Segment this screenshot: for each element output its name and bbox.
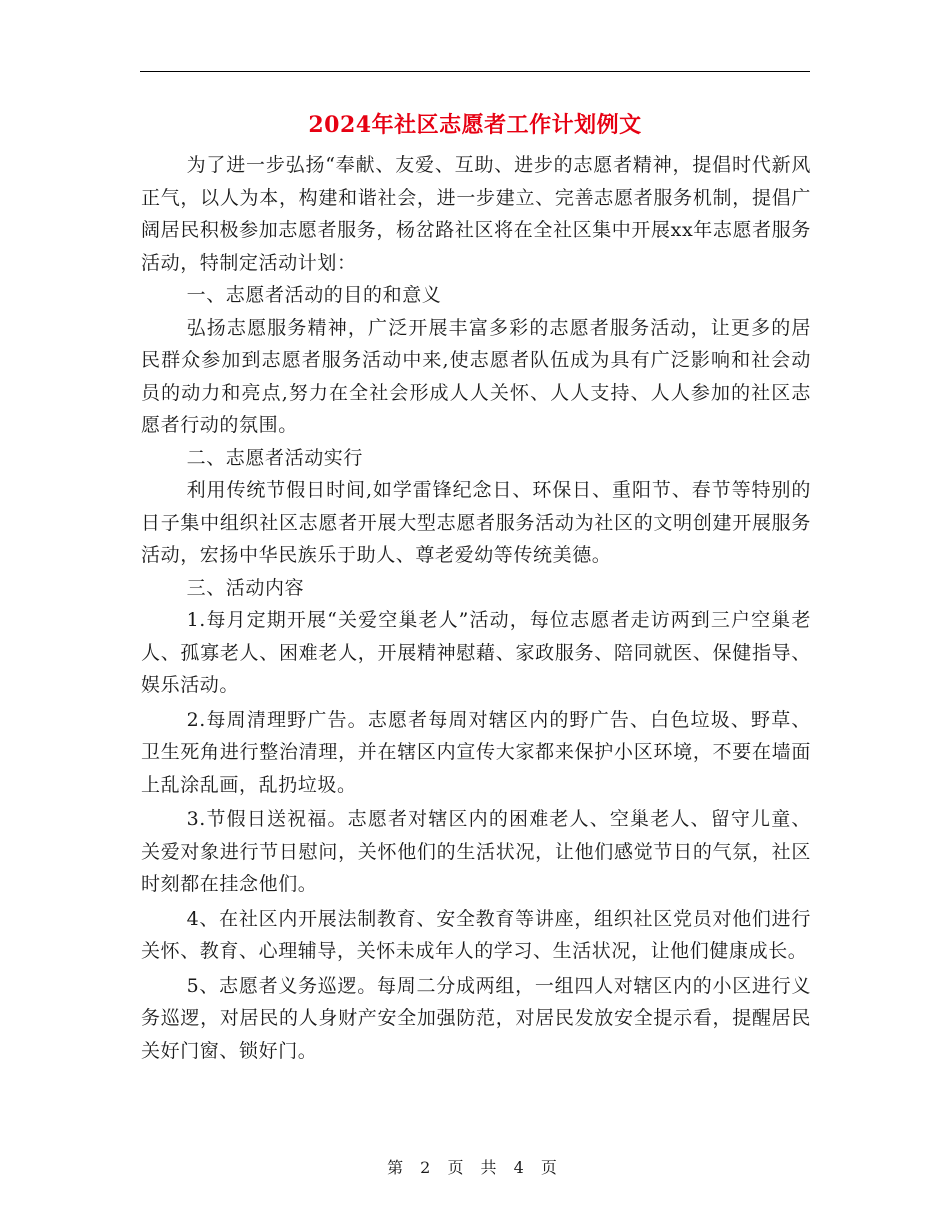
section-heading-3: 三、活动内容 [186, 576, 305, 599]
document-body [141, 149, 811, 1067]
section-1-paragraph: 弘扬志愿服务精神，广泛开展丰富多彩的志愿者服务活动，让更多的居民群众参加到志愿者服务活动中来,使志愿者队伍成为具有广泛影响和社会动员的动力和亮点,努力在全社会形成人人关怀、人人支持、人人参加的社区志愿者行动的氛围。 [141, 316, 811, 436]
activity-item-3: 3.节假日送祝福。志愿者对辖区内的困难老人、空巢老人、留守儿童、关爱对象进行节日慰问，关怀他们的生活状况，让他们感觉节日的气氛，社区时刻都在挂念他们。 [141, 808, 811, 895]
intro-paragraph: 为了进一步弘扬“奉献、友爱、互助、进步的志愿者精神，提倡时代新风正气，以人为本，构建和谐社会，进一步建立、完善志愿者服务机制，提倡广阔居民积极参加志愿者服务，杨岔路社区将在全社区集中开展xx年志愿者服务活动，特制定活动计划： [141, 154, 811, 274]
activity-item-5: 5、志愿者义务巡逻。每周二分成两组，一组四人对辖区内的小区进行义务巡逻，对居民的人身财产安全加强防范，对居民发放安全提示看，提醒居民关好门窗、锁好门。 [141, 974, 811, 1062]
header-rule [140, 71, 810, 72]
document-title: 2024年社区志愿者工作计划例文 [308, 112, 642, 138]
activity-item-1: 1.每月定期开展“关爱空巢老人”活动，每位志愿者走访两到三户空巢老人、孤寡老人、困难老人，开展精神慰藉、家政服务、陪同就医、保健指导、娱乐活动。 [141, 609, 811, 696]
section-heading-1: 一、志愿者活动的目的和意义 [186, 284, 442, 306]
section-heading-2: 二、志愿者活动实行 [186, 446, 363, 469]
section-2-paragraph: 利用传统节假日时间,如学雷锋纪念日、环保日、重阳节、春节等特别的日子集中组织社区志愿者开展大型志愿者服务活动为社区的文明创建开展服务活动，宏扬中华民族乐于助人、尊老爱幼等传统美德。 [141, 479, 811, 566]
page-number-footer: 第 2 页 共 4 页 [387, 1158, 563, 1177]
activity-item-2: 2.每周清理野广告。志愿者每周对辖区内的野广告、白色垃圾、野草、卫生死角进行整治清理，并在辖区内宣传大家都来保护小区环境，不要在墙面上乱涂乱画，乱扔垃圾。 [141, 708, 811, 796]
activity-item-4: 4、在社区内开展法制教育、安全教育等讲座，组织社区党员对他们进行关怀、教育、心理辅导，关怀未成年人的学习、生活状况，让他们健康成长。 [141, 907, 811, 962]
